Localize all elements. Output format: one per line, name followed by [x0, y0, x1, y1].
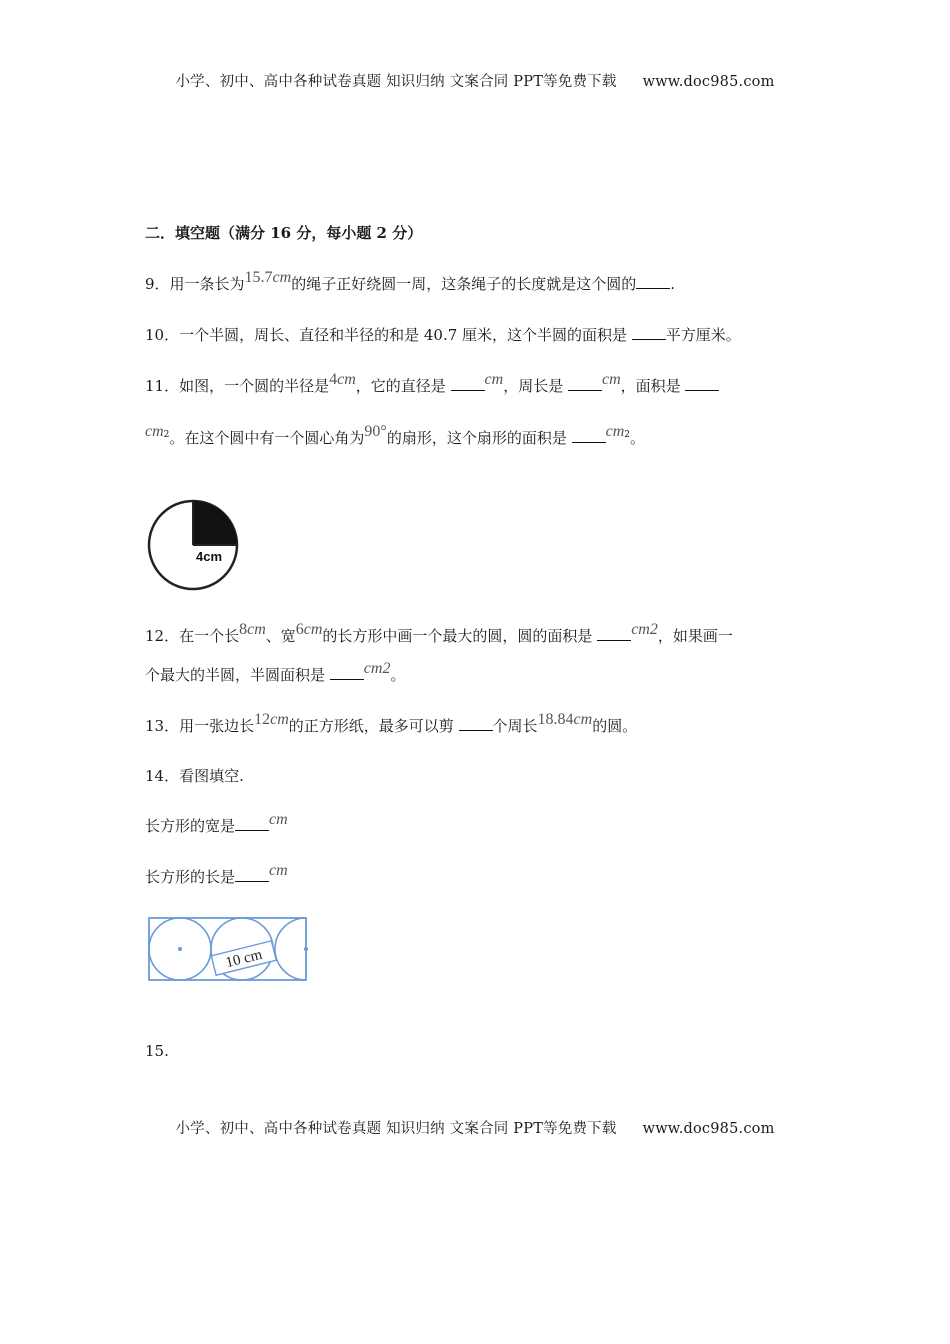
header-text: 小学、初中、高中各种试卷真题 知识归纳 文案合同 PPT等免费下载	[175, 74, 617, 90]
answer-blank[interactable]	[632, 324, 666, 340]
answer-blank[interactable]	[330, 664, 364, 680]
header-url[interactable]: www.doc985.com	[642, 74, 775, 90]
question-12-line-1: 12．在一个长8cm、宽6cm的长方形中画一个最大的圆，圆的面积是 cm2，如果画一	[145, 621, 733, 645]
footer-text: 小学、初中、高中各种试卷真题 知识归纳 文案合同 PPT等免费下载	[175, 1121, 617, 1137]
question-11-line-2: $cm^2$。在这个圆中有一个圆心角为90°的扇形，这个扇形的面积是 $cm^2$。	[145, 423, 645, 447]
diameter-label: 10 cm	[224, 946, 264, 972]
answer-blank[interactable]	[636, 273, 670, 289]
rectangle-circles-figure	[145, 914, 310, 984]
answer-blank[interactable]	[459, 715, 493, 731]
section-title: 二．填空题（满分 16 分，每小题 2 分）	[145, 224, 423, 242]
answer-blank[interactable]	[568, 375, 602, 391]
radius-label: 4cm	[196, 549, 223, 564]
page-footer	[0, 1117, 950, 1138]
answer-blank[interactable]	[685, 375, 719, 391]
question-14-width: 长方形的宽是 cm	[145, 811, 288, 835]
question-14-length: 长方形的长是 cm	[145, 862, 288, 886]
question-15-title: 15.	[145, 1042, 169, 1060]
question-10: 10．一个半圆，周长、直径和半径的和是 40.7 厘米，这个半圆的面积是 平方厘米。	[145, 326, 741, 344]
answer-blank[interactable]	[235, 815, 269, 831]
footer-url[interactable]: www.doc985.com	[642, 1121, 775, 1137]
question-12-line-2: 个最大的半圆，半圆面积是 cm2。	[145, 660, 406, 684]
answer-blank[interactable]	[451, 375, 485, 391]
question-11-line-1: 11．如图，一个圆的半径是4cm，它的直径是 cm，周长是 cm，面积是	[145, 375, 719, 396]
question-14-title: 14．看图填空.	[145, 767, 244, 785]
answer-blank[interactable]	[572, 427, 606, 443]
answer-blank[interactable]	[235, 866, 269, 882]
circle-sector-figure	[145, 497, 241, 593]
page-header	[0, 70, 950, 91]
question-9: 9．用一条长为15.7cm的绳子正好绕圆一周，这条绳子的长度就是这个圆的 .	[145, 269, 675, 293]
question-13: 13．用一张边长12cm的正方形纸，最多可以剪 个周长18.84cm的圆。	[145, 711, 638, 735]
answer-blank[interactable]	[597, 625, 631, 641]
